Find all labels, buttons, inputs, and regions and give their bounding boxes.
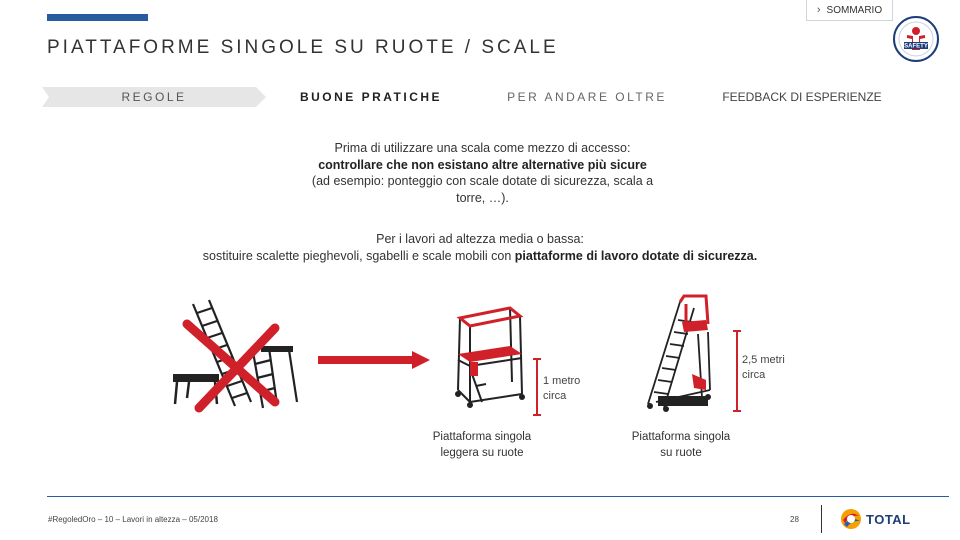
height-label-1 [543, 374, 580, 404]
advice-bold: piattaforme di lavoro dotate di sicurezza. [514, 249, 758, 263]
caption-2-line1: Piattaforma singola [631, 431, 731, 443]
footer-divider [47, 496, 949, 497]
caption-tall-platform [609, 430, 753, 461]
tab-feedback[interactable] [692, 87, 912, 107]
sommario-label: SOMMARIO [826, 4, 883, 16]
tab-buone-pratiche[interactable] [260, 87, 482, 107]
chevron-right-icon: › [816, 4, 821, 16]
height-label-2 [742, 353, 785, 383]
light-platform-illustration [440, 298, 532, 412]
total-flame-icon [840, 508, 862, 530]
brand-text: TOTAL [866, 511, 911, 527]
height-label-2-line1: 2,5 metri [742, 354, 785, 366]
intro-paragraph [310, 140, 655, 206]
intro-text-2: (ad esempio: ponteggio con scale dotate di sicurezza, scala a torre, …). [311, 174, 654, 205]
tab-label: PER ANDARE OLTRE [507, 90, 667, 104]
caption-light-platform [410, 430, 554, 461]
height-label-1-line1: 1 metro [543, 375, 581, 387]
intro-text: Prima di utilizzare una scala come mezzo di accesso: [334, 141, 631, 155]
caption-2-line2: su ruote [660, 446, 702, 459]
footer-text: #RegoledOro – 10 – Lavori in altezza – 05/2018 [48, 515, 218, 524]
tab-label: FEEDBACK DI ESPERIENZE [722, 90, 882, 104]
caption-1-line2: leggera su ruote [440, 446, 524, 459]
top-accent-bar [47, 14, 148, 21]
advice-line1: Per i lavori ad altezza media o bassa: [376, 232, 584, 246]
tab-bar [42, 87, 912, 107]
height-label-2-line2: circa [742, 369, 766, 381]
safety-logo [893, 16, 939, 62]
logo-text: SAFETY [904, 43, 928, 50]
sommario-link[interactable] [806, 0, 893, 21]
height-marker-1 [533, 358, 541, 416]
tab-label: REGOLE [121, 90, 187, 104]
height-marker-2 [733, 330, 741, 412]
intro-bold: controllare che non esistano altre alternative più sicure [318, 157, 647, 172]
footer-separator [821, 505, 822, 533]
page-title: PIATTAFORME SINGOLE SU RUOTE / SCALE [47, 37, 559, 58]
height-label-1-line2: circa [543, 390, 567, 402]
arrow-right-icon [318, 351, 430, 369]
tab-regole[interactable] [42, 87, 266, 107]
total-logo [840, 508, 911, 530]
forbidden-ladders-illustration [165, 296, 307, 414]
tab-label: BUONE PRATICHE [299, 90, 443, 104]
advice-paragraph [150, 231, 810, 265]
advice-text: sostituire scalette pieghevoli, sgabelli e scale mobili con [202, 249, 515, 263]
tall-platform-illustration [636, 294, 740, 412]
page-number: 28 [790, 515, 799, 524]
tab-per-andare-oltre[interactable] [476, 87, 698, 107]
caption-1-line1: Piattaforma singola [432, 431, 532, 443]
